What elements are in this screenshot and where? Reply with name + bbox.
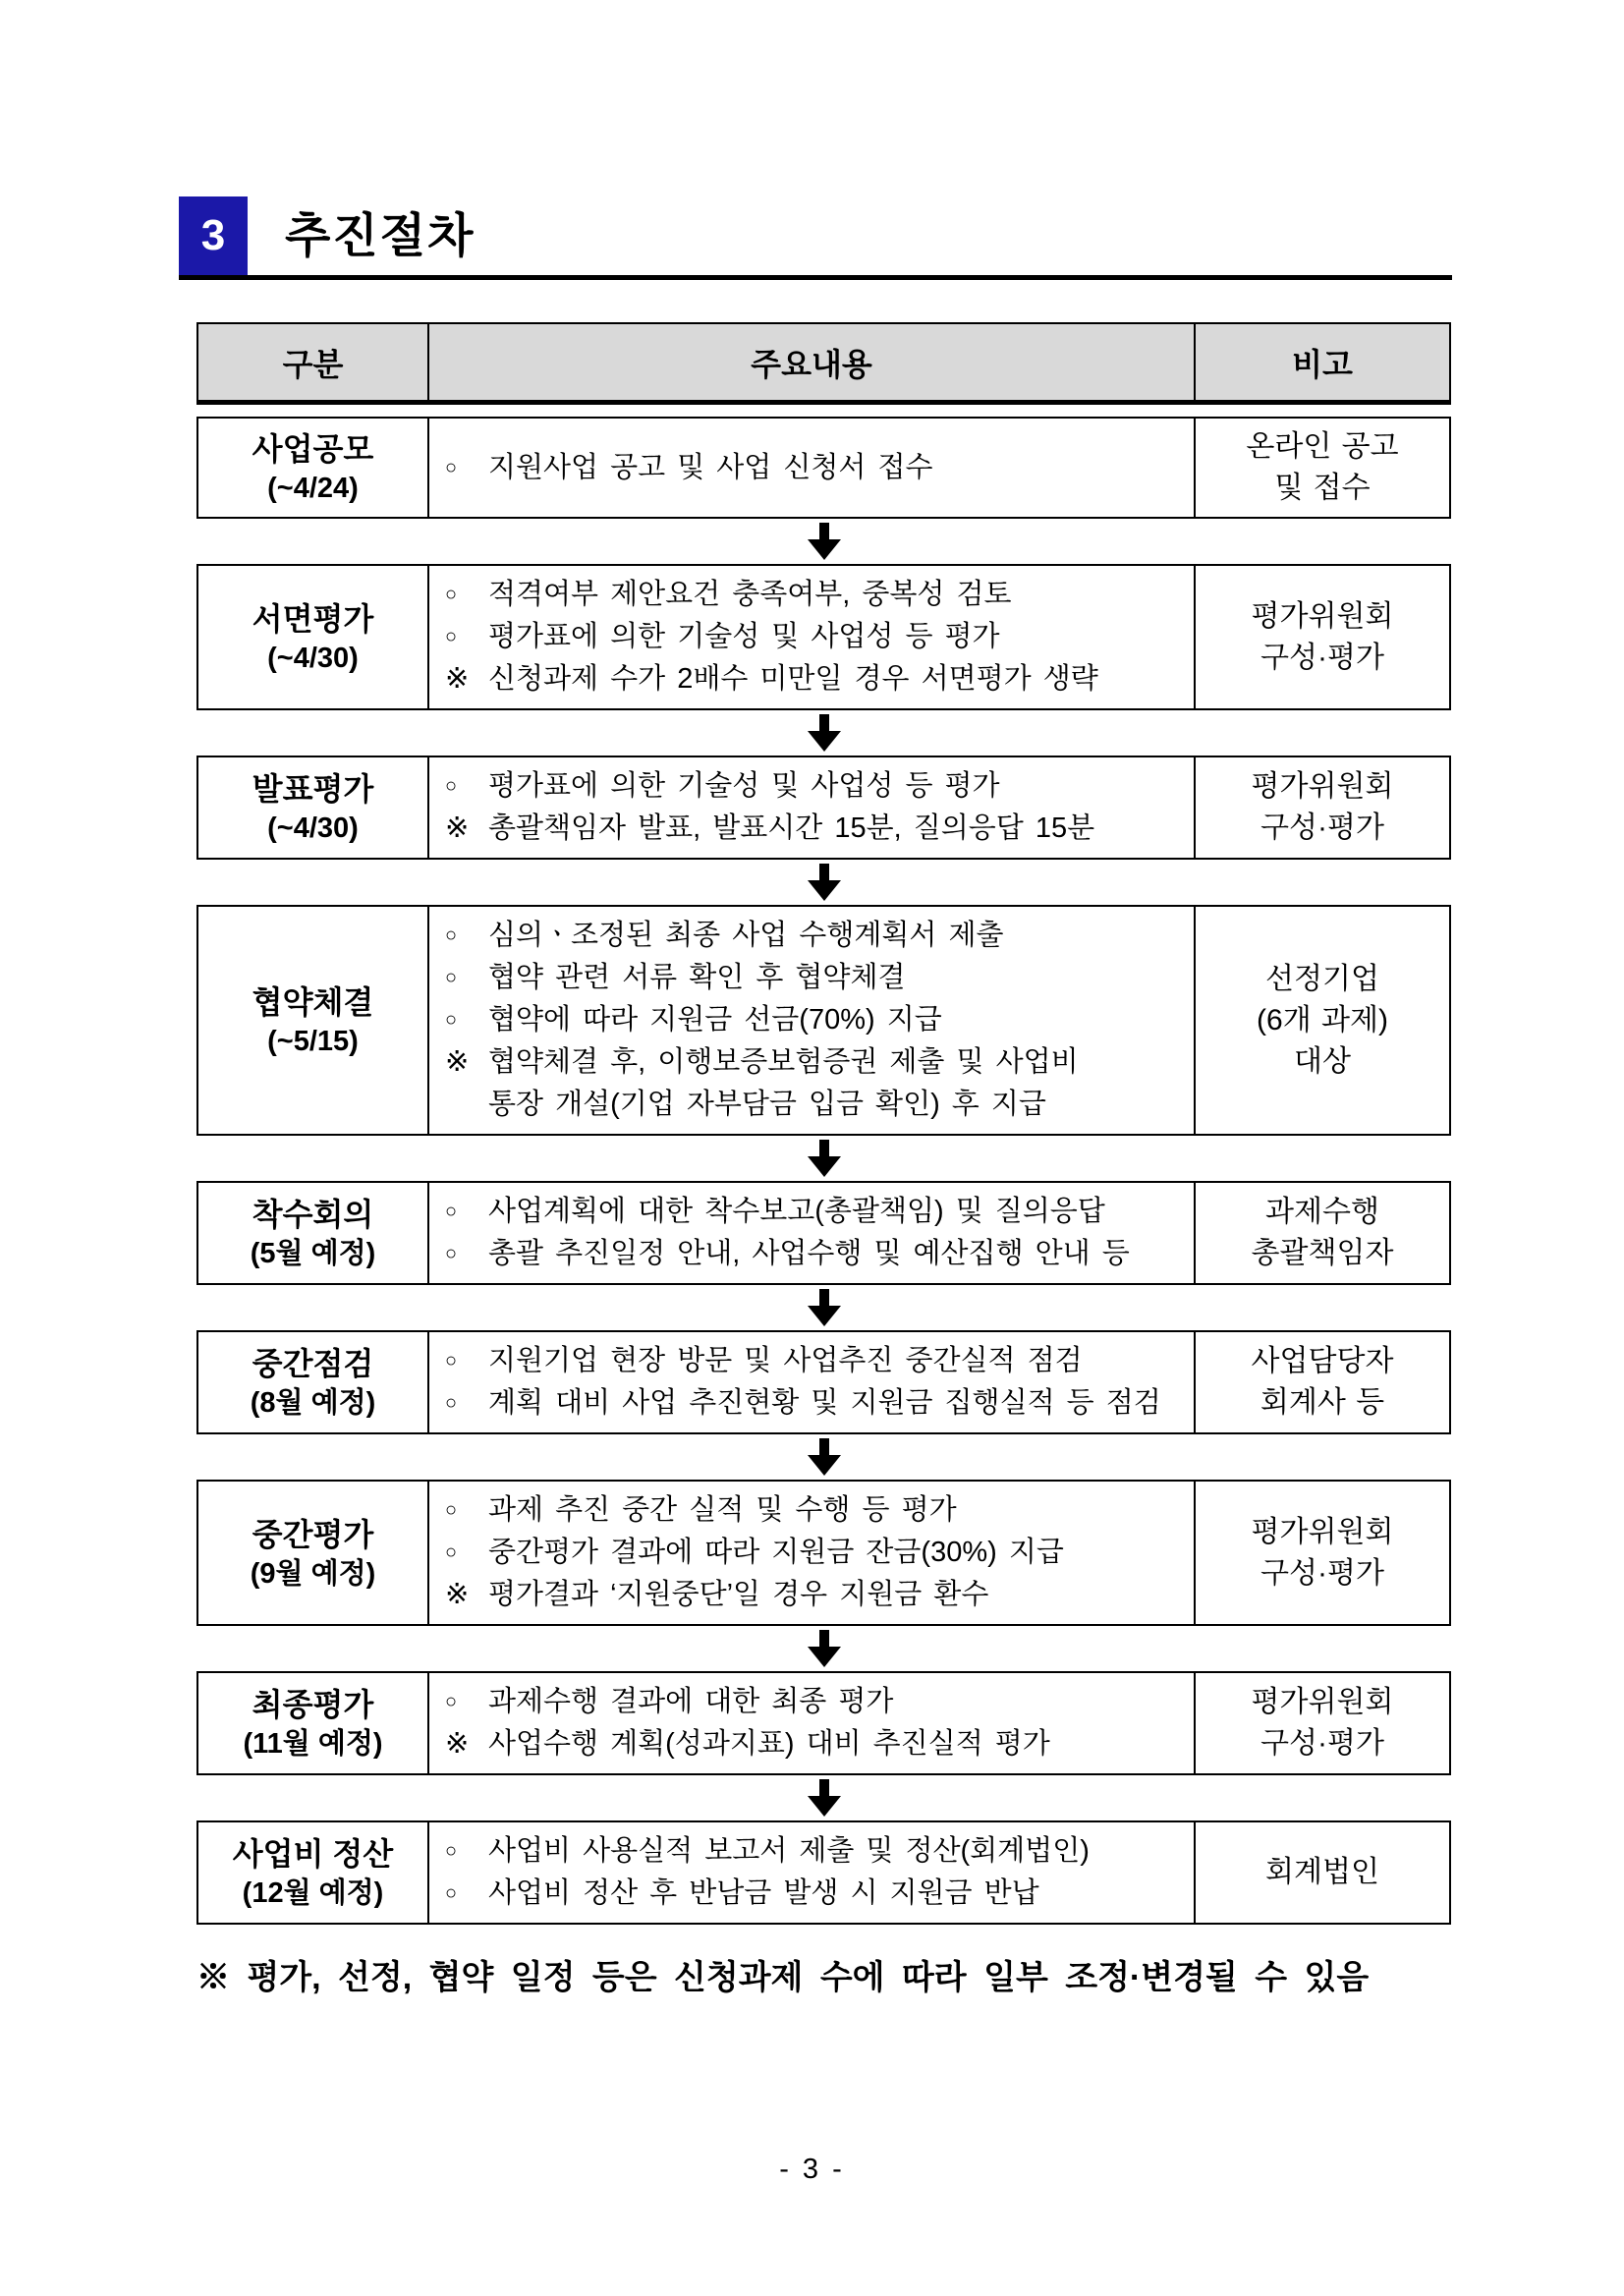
line-text: 계획 대비 사업 추진현황 및 지원금 집행실적 등 점검 — [488, 1387, 1161, 1419]
content-line — [445, 1873, 1039, 1915]
line-text: 협약체결 후, 이행보증보험증권 제출 및 사업비 — [488, 1046, 1079, 1078]
flow-connector — [196, 1775, 1451, 1820]
circle-bullet-icon: ○ — [445, 1201, 458, 1222]
category-date: (11월 예정) — [243, 1728, 383, 1760]
row-content — [429, 419, 1196, 517]
page-number: - 3 - — [779, 2154, 845, 2185]
category-date: (~4/30) — [267, 812, 359, 844]
row-note — [1196, 907, 1449, 1134]
content-line-continuation — [445, 1084, 1046, 1126]
content-line — [445, 1191, 1105, 1233]
line-text: 평가결과 ‘지원중단’일 경우 지원금 환수 — [488, 1579, 989, 1610]
table-row — [196, 417, 1451, 519]
row-category — [198, 1332, 429, 1432]
circle-bullet-icon: ○ — [445, 967, 458, 988]
note-line: 대상 — [1294, 1044, 1351, 1078]
row-content — [429, 1673, 1196, 1773]
note-line: 회계법인 — [1265, 1856, 1379, 1888]
row-category — [198, 1183, 429, 1283]
content-line — [445, 957, 905, 999]
section-header — [179, 196, 1452, 280]
line-text: 지원기업 현장 방문 및 사업추진 중간실적 점검 — [488, 1345, 1083, 1376]
note-line: 평가위원회 — [1251, 1686, 1394, 1718]
line-text: 사업비 정산 후 반남금 발생 시 지원금 반납 — [488, 1877, 1039, 1909]
content-line — [445, 1041, 1079, 1084]
flow-connector — [196, 710, 1451, 756]
row-content — [429, 1822, 1196, 1923]
category-date: (~4/24) — [267, 473, 359, 504]
content-line — [445, 1723, 1050, 1765]
note-line: 구성·평가 — [1260, 641, 1384, 674]
category-name: 중간평가 — [252, 1516, 374, 1552]
note-line: 구성·평가 — [1260, 812, 1384, 844]
category-name: 서면평가 — [252, 600, 374, 637]
category-name: 최종평가 — [252, 1687, 374, 1722]
section-number-badge: 3 — [179, 196, 248, 275]
flow-connector — [196, 1626, 1451, 1671]
table-row — [196, 756, 1451, 860]
content-line — [445, 1340, 1083, 1382]
flow-connector — [196, 1136, 1451, 1181]
category-name: 사업공모 — [252, 431, 374, 467]
line-text: 총괄책임자 발표, 발표시간 15분, 질의응답 15분 — [488, 812, 1095, 844]
note-line: 과제수행 — [1265, 1196, 1379, 1228]
circle-bullet-icon: ○ — [445, 456, 458, 478]
line-text: 사업비 사용실적 보고서 제출 및 정산(회계법인) — [488, 1835, 1090, 1867]
note-line: 총괄책임자 — [1251, 1237, 1394, 1269]
content-line — [445, 1574, 988, 1616]
line-text: 평가표에 의한 기술성 및 사업성 등 평가 — [488, 770, 1000, 802]
flow-connector — [196, 1434, 1451, 1480]
category-name: 협약체결 — [252, 983, 374, 1020]
row-content — [429, 566, 1196, 708]
line-text: 협약에 따라 지원금 선금(70%) 지급 — [488, 1004, 942, 1036]
category-name: 발표평가 — [252, 771, 374, 807]
circle-bullet-icon: ○ — [445, 775, 458, 797]
line-text: 적격여부 제안요건 충족여부, 중복성 검토 — [488, 579, 1012, 610]
content-line — [445, 1382, 1161, 1425]
row-content — [429, 757, 1196, 858]
table-row — [196, 564, 1451, 710]
note-line: (6개 과제) — [1257, 1003, 1388, 1036]
flow-connector — [196, 519, 1451, 564]
line-text: 평가표에 의한 기술성 및 사업성 등 평가 — [488, 621, 1000, 652]
row-note — [1196, 1332, 1449, 1432]
content-line — [445, 1233, 1130, 1275]
circle-bullet-icon: ○ — [445, 1243, 458, 1264]
circle-bullet-icon: ○ — [445, 1882, 458, 1904]
circle-bullet-icon: ○ — [445, 1499, 458, 1521]
reference-mark-icon: ※ — [445, 1728, 470, 1760]
down-arrow-icon — [808, 523, 841, 560]
table-header-row — [196, 322, 1451, 405]
line-text: 지원사업 공고 및 사업 신청서 접수 — [488, 451, 933, 483]
line-text: 사업수행 계획(성과지표) 대비 추진실적 평가 — [488, 1728, 1050, 1760]
table-row — [196, 1820, 1451, 1925]
note-line: 선정기업 — [1265, 962, 1379, 995]
flow-connector — [196, 1285, 1451, 1330]
note-line: 구성·평가 — [1260, 1727, 1384, 1760]
row-category — [198, 1673, 429, 1773]
circle-bullet-icon: ○ — [445, 1392, 458, 1414]
note-line: 사업담당자 — [1251, 1345, 1394, 1377]
table-row — [196, 1671, 1451, 1775]
row-content — [429, 1183, 1196, 1283]
note-line: 회계사 등 — [1260, 1386, 1385, 1419]
reference-mark-icon: ※ — [445, 1046, 470, 1078]
content-line — [445, 574, 1012, 616]
reference-mark-icon: ※ — [445, 812, 470, 844]
note-line: 및 접수 — [1274, 472, 1371, 504]
content-line — [445, 616, 1000, 658]
header-note: 비고 — [1292, 346, 1353, 382]
line-text: 통장 개설(기업 자부담금 입금 확인) 후 지급 — [488, 1089, 1046, 1120]
table-row — [196, 1330, 1451, 1434]
procedure-table — [196, 322, 1451, 1998]
category-name: 중간점검 — [252, 1346, 374, 1381]
footnote: ※ 평가, 선정, 협약 일정 등은 신청과제 수에 따라 일부 조정·변경될 수 있음 — [196, 1959, 1370, 1996]
reference-mark-icon: ※ — [445, 1579, 470, 1610]
row-content — [429, 1332, 1196, 1432]
content-line — [445, 447, 932, 489]
down-arrow-icon — [808, 1140, 841, 1177]
line-text: 중간평가 결과에 따라 지원금 잔금(30%) 지급 — [488, 1537, 1064, 1568]
content-line — [445, 765, 1000, 808]
category-date: (~4/30) — [267, 642, 359, 674]
circle-bullet-icon: ○ — [445, 1691, 458, 1712]
row-note — [1196, 757, 1449, 858]
category-date: (12월 예정) — [242, 1877, 384, 1909]
flow-connector — [196, 860, 1451, 905]
content-line — [445, 915, 1003, 957]
down-arrow-icon — [808, 864, 841, 901]
down-arrow-icon — [808, 1289, 841, 1326]
row-content — [429, 907, 1196, 1134]
note-line: 온라인 공고 — [1246, 430, 1399, 463]
content-line — [445, 658, 1098, 700]
row-category — [198, 1822, 429, 1923]
circle-bullet-icon: ○ — [445, 924, 458, 946]
down-arrow-icon — [808, 1779, 841, 1817]
line-text: 총괄 추진일정 안내, 사업수행 및 예산집행 안내 등 — [488, 1238, 1130, 1269]
down-arrow-icon — [808, 714, 841, 752]
content-line — [445, 1532, 1064, 1574]
header-category: 구분 — [198, 324, 429, 400]
row-content — [429, 1482, 1196, 1624]
category-name: 착수회의 — [252, 1197, 374, 1232]
note-line: 평가위원회 — [1251, 1515, 1394, 1548]
row-note — [1196, 1822, 1449, 1923]
circle-bullet-icon: ○ — [445, 1541, 458, 1563]
note-line: 평가위원회 — [1251, 599, 1394, 633]
note-line: 평가위원회 — [1251, 770, 1394, 803]
content-line — [445, 999, 942, 1041]
category-name: 사업비 정산 — [232, 1836, 394, 1872]
circle-bullet-icon: ○ — [445, 584, 458, 605]
line-text: 심의ㆍ조정된 최종 사업 수행계획서 제출 — [488, 920, 1004, 951]
table-row — [196, 905, 1451, 1136]
section-title: 추진절차 — [285, 210, 476, 262]
row-note — [1196, 1673, 1449, 1773]
table-row — [196, 1181, 1451, 1285]
circle-bullet-icon: ○ — [445, 1350, 458, 1372]
row-category — [198, 419, 429, 517]
content-line — [445, 1830, 1090, 1873]
down-arrow-icon — [808, 1630, 841, 1667]
circle-bullet-icon: ○ — [445, 1009, 458, 1031]
content-line — [445, 1681, 893, 1723]
circle-bullet-icon: ○ — [445, 626, 458, 647]
line-text: 협약 관련 서류 확인 후 협약체결 — [488, 962, 906, 993]
line-text: 사업계획에 대한 착수보고(총괄책임) 및 질의응답 — [488, 1196, 1105, 1227]
line-text: 신청과제 수가 2배수 미만일 경우 서면평가 생략 — [488, 663, 1098, 695]
category-date: (9월 예정) — [250, 1557, 376, 1590]
line-text: 과제수행 결과에 대한 최종 평가 — [488, 1686, 894, 1717]
row-note — [1196, 419, 1449, 517]
circle-bullet-icon: ○ — [445, 1840, 458, 1862]
content-line — [445, 1489, 957, 1532]
line-text: 과제 추진 중간 실적 및 수행 등 평가 — [488, 1494, 957, 1526]
category-date: (5월 예정) — [250, 1238, 376, 1269]
header-content: 주요내용 — [429, 324, 1196, 400]
row-category — [198, 1482, 429, 1624]
down-arrow-icon — [808, 1438, 841, 1476]
row-category — [198, 907, 429, 1134]
reference-mark-icon: ※ — [445, 663, 470, 695]
row-note — [1196, 1183, 1449, 1283]
content-line — [445, 808, 1094, 850]
note-line: 구성·평가 — [1260, 1556, 1384, 1590]
row-note — [1196, 1482, 1449, 1624]
row-category — [198, 566, 429, 708]
table-row — [196, 1480, 1451, 1626]
row-category — [198, 757, 429, 858]
category-date: (8월 예정) — [250, 1387, 376, 1419]
row-note — [1196, 566, 1449, 708]
category-date: (~5/15) — [267, 1025, 359, 1057]
